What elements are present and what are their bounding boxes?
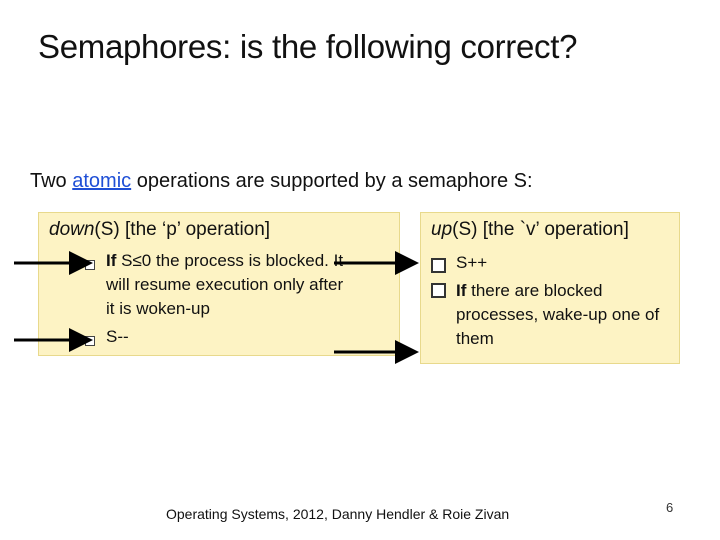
up-item2-bold: If — [456, 281, 467, 300]
footer-text: Operating Systems, 2012, Danny Hendler & Roie Zivan — [166, 506, 510, 522]
down-op-name: down — [49, 219, 95, 240]
up-item2-line3: them — [456, 329, 494, 348]
up-item-increment: S++ — [456, 253, 488, 272]
up-item2-line2: processes, wake-up one of — [456, 305, 660, 324]
down-item1-rest: S≤0 the process is blocked. It — [116, 251, 344, 270]
intro-after: operations are supported by a semaphore S: — [131, 170, 533, 192]
up-item2-rest: there are blocked — [466, 281, 603, 300]
page-number: 6 — [666, 500, 674, 515]
up-op-name: up — [431, 219, 453, 240]
down-item1-line2: will resume execution only after — [106, 275, 344, 294]
intro-before: Two — [30, 170, 73, 192]
down-op-arg: (S) [the ‘p’ operation] — [94, 219, 271, 240]
down-item1-line3: it is woken-up — [106, 299, 210, 318]
down-item-decrement: S-- — [106, 327, 129, 346]
up-op-arg: (S) [the `v’ operation] — [452, 219, 629, 240]
atomic-link[interactable]: atomic — [72, 170, 132, 192]
slide-title: Semaphores: is the following correct? — [38, 28, 578, 65]
down-item1-bold: If — [106, 251, 117, 270]
